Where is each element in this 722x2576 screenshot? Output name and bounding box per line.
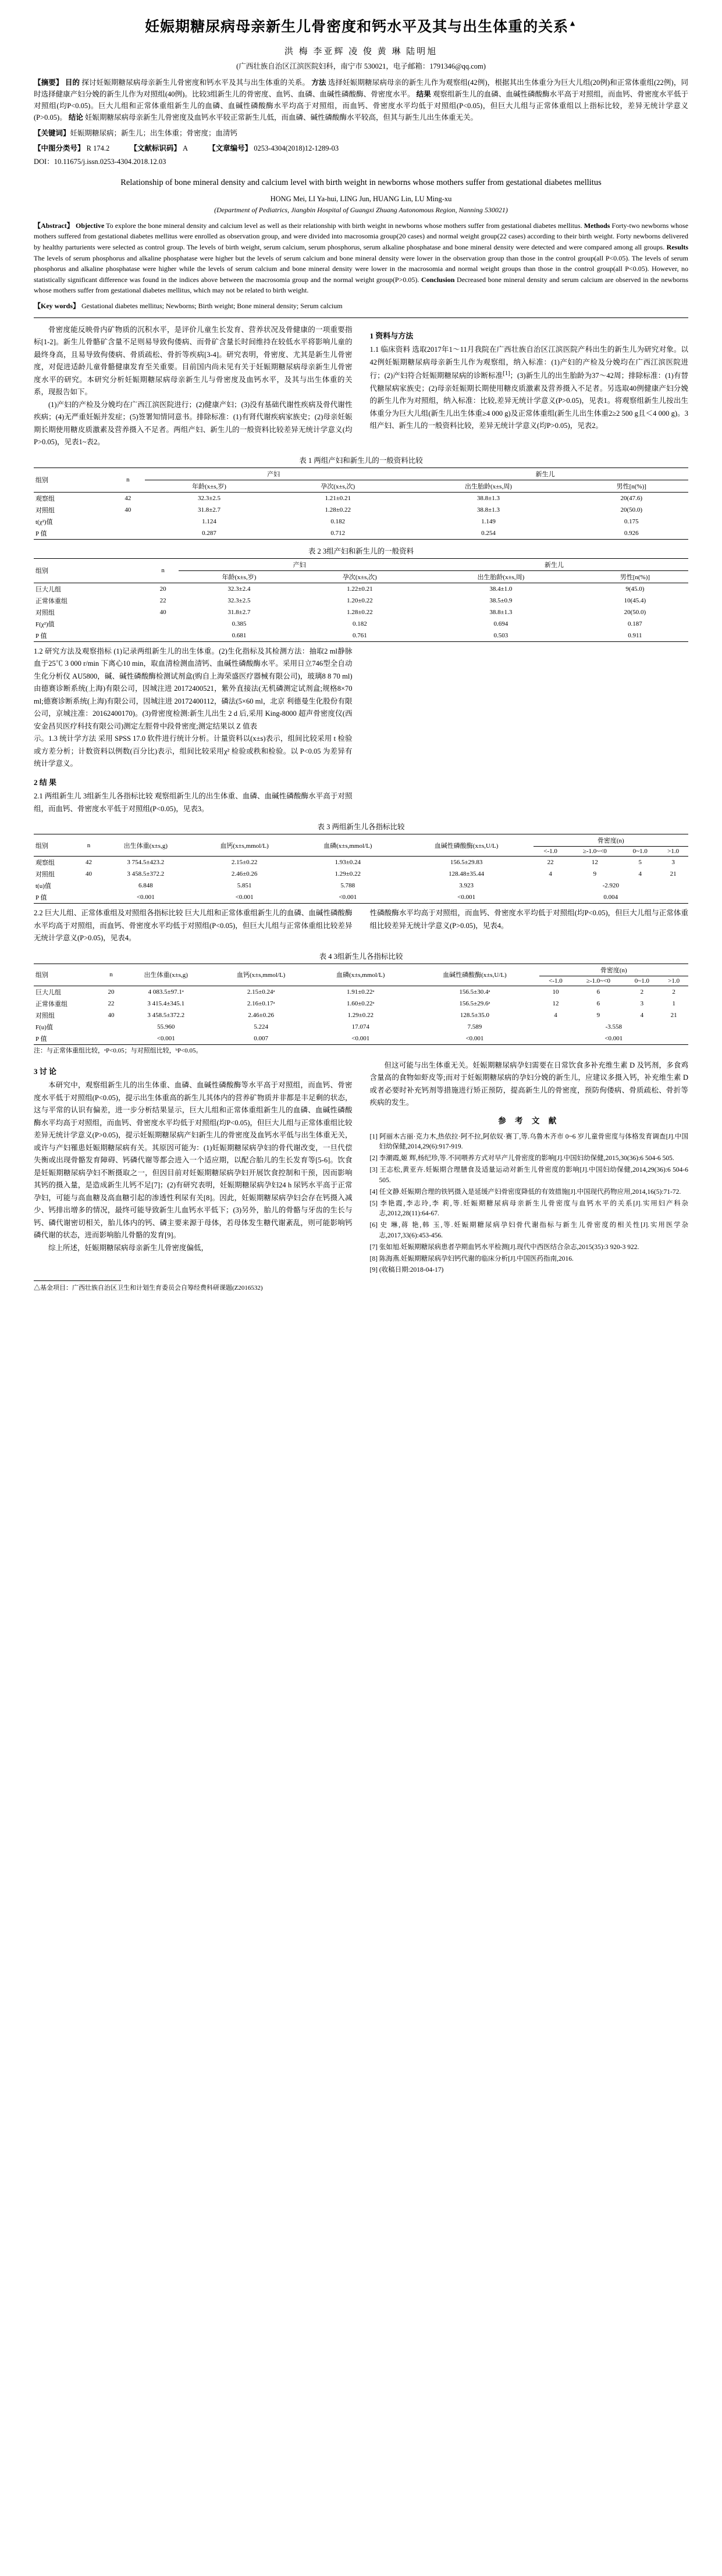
divider bbox=[34, 317, 688, 318]
footnote-rule bbox=[34, 1280, 121, 1281]
en-results-label: Results bbox=[666, 242, 688, 251]
t3-r0-c3: 2.15±0.22 bbox=[193, 857, 296, 869]
t1-col-group: 组别 bbox=[34, 468, 111, 492]
t4-bmd-s3: 0~1.0 bbox=[625, 976, 660, 986]
abstract-en bbox=[34, 220, 688, 296]
en-conclusion-text: Decreased bone mineral density and serum calcium are observed in the newborns whose mothers suffer from gestational diabetes mellitus, which may not be related to birth weight. bbox=[34, 275, 689, 295]
table-row bbox=[34, 492, 688, 504]
footnote bbox=[34, 1280, 688, 1293]
t4-s1-c3: 0.007 bbox=[211, 1033, 311, 1045]
t4-r2-c6: 4 bbox=[554, 1011, 557, 1019]
objective-text: 探讨妊娠期糖尿病母亲新生儿骨密度和钙水平及其与出生体重的关系。 bbox=[81, 78, 310, 87]
en-methods-label: Methods bbox=[584, 221, 610, 230]
t4-col-n: n bbox=[102, 964, 121, 986]
t4-col-bmd: 骨密度(n) bbox=[539, 964, 688, 976]
t4-r0-c3: 2.15±0.24ᵃ bbox=[211, 986, 311, 998]
articleid-value: 0253-4304(2018)12-1289-03 bbox=[254, 144, 339, 152]
column-left-4 bbox=[34, 1059, 353, 1277]
table4 bbox=[34, 964, 688, 1045]
clc-label: 【中图分类号】 bbox=[34, 144, 85, 152]
t4-col-p: 血磷(x±s,mmol/L) bbox=[311, 964, 410, 986]
table-row bbox=[34, 868, 688, 880]
t2-r4-c4: 0.503 bbox=[420, 630, 582, 642]
t2-group-mother: 产妇 bbox=[179, 558, 420, 570]
classification-line bbox=[34, 142, 688, 155]
table-row bbox=[34, 857, 688, 869]
t4-r0-c8: 2 bbox=[625, 986, 660, 998]
table4-wrap bbox=[34, 951, 688, 1056]
t2-r3-c0: F(χ²)值 bbox=[35, 620, 55, 628]
t2-r3-c5: 0.187 bbox=[628, 620, 642, 627]
t3-r1-c1: 40 bbox=[85, 870, 92, 878]
t4-r0-c5: 156.5±30.4ᵃ bbox=[410, 986, 539, 998]
articleid-label: 【文章编号】 bbox=[208, 144, 252, 152]
body-columns-2 bbox=[34, 645, 688, 815]
table2 bbox=[34, 558, 688, 642]
t4-s1-c4: <0.001 bbox=[311, 1033, 410, 1045]
t4-col-weight: 出生体重(x±s,g) bbox=[120, 964, 211, 986]
t3-r0-c4: 1.93±0.24 bbox=[296, 857, 400, 869]
t4-s0-c6: -3.558 bbox=[605, 1023, 623, 1030]
t4-r2-c1: 40 bbox=[108, 1011, 115, 1019]
t1-col-male: 男性[n(%)] bbox=[575, 480, 688, 492]
t4-r0-c7: 6 bbox=[572, 986, 624, 998]
t2-r1-c3: 1.20±0.22 bbox=[347, 597, 373, 604]
t3-s0-c4: 5.788 bbox=[340, 882, 355, 890]
table3 bbox=[34, 834, 688, 904]
t3-s1-c6: 0.004 bbox=[534, 891, 688, 904]
t3-r1-c3: 2.46±0.26 bbox=[231, 870, 258, 878]
t2-r4-c0: P 值 bbox=[34, 630, 147, 642]
t3-r1-c6: 4 bbox=[549, 870, 552, 878]
t2-col-group: 组别 bbox=[34, 558, 147, 583]
t3-r1-c2: 3 458.5±372.2 bbox=[127, 870, 165, 878]
sec22-number: 2.2 bbox=[34, 909, 43, 918]
t1-r1-c5: 20(50.0) bbox=[620, 506, 643, 513]
t4-r0-c9: 2 bbox=[659, 986, 688, 998]
t1-col-gravidity: 孕次(x±s,次) bbox=[273, 480, 402, 492]
references-title: 参 考 文 献 bbox=[498, 1116, 560, 1125]
articleid bbox=[208, 144, 348, 152]
paragraph-stat: 示。1.3 统计学方法 采用 SPSS 17.0 软件进行统计分析。计量资料以(x±s)表示，组间比较采用 t 检验或方差分析；计数资料以例数(百分比)表示，组间比较采用χ² 检验或秩和检验。以 P<0.05 为差异有统计学意义。 bbox=[34, 734, 353, 768]
body-columns-4 bbox=[34, 1059, 688, 1277]
objective-label: 目的 bbox=[65, 78, 80, 87]
table4-title: 表 4 3组新生儿各指标比较 bbox=[319, 952, 403, 961]
section-heading-results: 2 结 果 bbox=[34, 777, 57, 787]
table1-title: 表 1 两组产妇和新生儿的一般资料比较 bbox=[299, 456, 423, 465]
paragraph-methods bbox=[34, 645, 353, 733]
t1-r1-c1: 40 bbox=[125, 506, 131, 513]
t1-r2-c5: 0.175 bbox=[624, 518, 639, 525]
t2-r4-c2: 0.681 bbox=[179, 630, 299, 642]
table2-wrap bbox=[34, 545, 688, 642]
t4-r2-c7: 9 bbox=[596, 1011, 600, 1019]
reference-item: [6] 史 琳,蒋 艳,韩 玉,等.妊娠期糖尿病孕妇骨代谢指标与新生儿骨密度的相关性[J].实用医学杂志,2017,33(6):453-456. bbox=[369, 1222, 688, 1239]
results-text: 观察组新生儿的血磷、血碱性磷酸酶水平高于对照组，而血钙、骨密度水平低于对照组(均P<0.05)。巨大儿组和正常体重组新生儿的血磷、血碱性磷酸酶水平均高于对照组，而血钙、骨密度水平均低于对照组(P<0.05)，但巨大儿组与正常体重组以上指标比较，差异无统计学意义(P>0.05)。 bbox=[34, 90, 688, 122]
en-kw-text: Gestational diabetes mellitus; Newborns; Birth weight; Bone mineral density; Serum calcium bbox=[81, 301, 343, 310]
t3-s0-c1 bbox=[79, 880, 99, 891]
t1-r0-c0: 观察组 bbox=[34, 492, 111, 504]
column-right-2 bbox=[370, 645, 689, 815]
t3-s1-c2: <0.001 bbox=[98, 891, 193, 904]
t4-r1-c0: 正常体重组 bbox=[35, 1000, 67, 1008]
paragraph-conclusion: 综上所述，妊娠期糖尿病母亲新生儿骨密度偏低， bbox=[48, 1243, 209, 1252]
t3-bmd-s1: <-1.0 bbox=[534, 847, 568, 857]
t1-col-age: 年龄(x±s,岁) bbox=[145, 480, 273, 492]
body-columns-1 bbox=[34, 324, 688, 449]
doccode-label: 【文献标识码】 bbox=[130, 144, 181, 152]
en-conclusion-label: Conclusion bbox=[421, 275, 455, 284]
table-row bbox=[34, 891, 688, 904]
t3-s0-c5: 3.923 bbox=[459, 882, 474, 890]
t2-r4-c1 bbox=[147, 630, 179, 642]
doccode-value: A bbox=[183, 144, 188, 152]
page-title bbox=[34, 17, 688, 37]
t2-col-n: n bbox=[147, 558, 179, 583]
table-row bbox=[34, 583, 688, 595]
english-authors: HONG Mei, LI Ya-hui, LING Jun, HUANG Lin, LU Ming-xu bbox=[270, 194, 452, 203]
column-left-3 bbox=[34, 907, 353, 945]
t3-s0-c6: -2.920 bbox=[602, 882, 620, 890]
t2-r0-c3: 1.22±0.21 bbox=[300, 583, 420, 595]
methods-label: 方法 bbox=[311, 78, 326, 87]
t4-r0-c1: 20 bbox=[102, 986, 121, 998]
t2-r4-c3: 0.761 bbox=[300, 630, 420, 642]
t3-r1-c4: 1.29±0.22 bbox=[335, 870, 361, 878]
table-row bbox=[34, 1021, 688, 1033]
t4-s0-c1 bbox=[102, 1021, 121, 1033]
en-kw-label: 【Key words】 bbox=[34, 301, 80, 310]
title-text: 妊娠期糖尿病母亲新生儿骨密度和钙水平及其与出生体重的关系 bbox=[145, 19, 569, 35]
english-title: Relationship of bone mineral density and calcium level with birth weight in newborns whose mothers suffer from gestational diabetes mellitus bbox=[120, 177, 602, 187]
reference-item: [2] 李潮霞,姬 辉,杨纪珍,等.不同喂养方式对早产儿骨密度的影响[J].中国妇幼保健,2015,30(36):6 504-6 505. bbox=[369, 1155, 674, 1162]
t3-s1-c5: <0.001 bbox=[400, 891, 534, 904]
t2-col-gravidity: 孕次(x±s,次) bbox=[300, 570, 420, 583]
t1-r0-c2: 32.3±2.5 bbox=[145, 492, 273, 504]
t4-s1-c1 bbox=[102, 1033, 121, 1045]
t4-s0-c4: 17.074 bbox=[351, 1023, 369, 1030]
t3-col-bmd: 骨密度(n) bbox=[534, 834, 688, 847]
english-affiliation: (Department of Pediatrics, Jiangbin Hospital of Guangxi Zhuang Autonomous Region, Nanning 530021) bbox=[214, 205, 508, 214]
table4-note: 注：与正常体重组比较，ᵃP<0.05；与对照组比较，ᵇP<0.05。 bbox=[34, 1047, 202, 1054]
t1-r1-c3: 1.28±0.22 bbox=[325, 506, 351, 513]
t3-s1-c3: <0.001 bbox=[193, 891, 296, 904]
t3-col-alp: 血碱性磷酸酶(x±s,U/L) bbox=[400, 834, 534, 857]
t4-s0-c3: 5.224 bbox=[254, 1023, 269, 1030]
t2-col-gestage: 出生胎龄(x±s,周) bbox=[420, 570, 582, 583]
t4-bmd-s1: <-1.0 bbox=[539, 976, 572, 986]
body-columns-3 bbox=[34, 907, 688, 945]
t3-col-ca: 血钙(x±s,mmol/L) bbox=[193, 834, 296, 857]
column-right bbox=[370, 324, 689, 449]
t3-bmd-s4: >1.0 bbox=[658, 847, 688, 857]
t3-col-p: 血磷(x±s,mmol/L) bbox=[296, 834, 400, 857]
title-mark: ▲ bbox=[568, 18, 577, 28]
table2-title: 表 2 3组产妇和新生儿的一般资料 bbox=[308, 547, 414, 555]
t4-bmd-s4: >1.0 bbox=[659, 976, 688, 986]
t2-r1-c5: 10(45.4) bbox=[624, 597, 646, 604]
paragraph-result22 bbox=[34, 907, 353, 945]
t1-r2-c0: t(χ²)值 bbox=[35, 518, 53, 526]
paragraph-discussion: 本研究中，观察组新生儿的出生体重、血磷、血碱性磷酸酶等水平高于对照组，而血钙、骨密度水平低于对照组(P<0.05)，提示出生体重高的新生儿其体内的营养矿物质并非都是丰足剩的状态，这与平常的认识有偏差，进一步分析结果显示，巨大儿组和正常体重组新生儿的血磷、血碱性磷酸酶水平均高于对照组，而血钙、骨密度水平均低于对照组(均P<0.05)，但巨大儿组与正常体重组比较差异无统计学意义(P>0.05)，提示妊娠期糖尿病产妇新生儿的骨密度及血钙水平低与出生体重无关，或许与产妇罹患妊娠期糖尿病有关。其原因可能为：(1)妊娠期糖尿病孕妇的骨代谢改变，一旦代偿失衡或出现骨骼发育障碍、钙磷代谢等都会进入一个适应期，以配合胎儿的生长发育等[5-6]。饮食是妊娠期糖尿病孕妇不断摄取之一，但因目前对妊娠期糖尿病孕妇开展饮食控制和干预，因而影响其钙的摄入量，是造成新生儿钙不足[7]；(2)有研究表明，妊娠期糖尿病孕妇24 h 尿钙水平高于正常孕妇，可能与高血糖及高血糖引起的渗透性利尿有关[8]。因此，妊娠期糖尿病孕妇会存在钙摄入减少、钙排出增多的情况，最终可能导致新生儿血钙水平低下；(3)另外，胎儿的骨骼与牙齿的生长与钙、磷代谢密切相关，胎儿体内的钙、磷主要来源于母体，若母体发生糖代谢紊乱，则可能影响钙磷代谢的状态，进而影响胎儿骨骼的发育[9]。 bbox=[34, 1081, 353, 1240]
t4-r2-c5: 128.5±35.0 bbox=[460, 1011, 489, 1019]
table-row bbox=[34, 998, 688, 1009]
clc-value: R 174.2 bbox=[86, 144, 110, 152]
t1-r0-c1: 42 bbox=[111, 492, 145, 504]
conclusion-text: 妊娠期糖尿病母亲新生儿骨密度及血钙水平较正常新生儿低，而血磷、碱性磷酸酶水平较高，但其与新生儿出生体重无关。 bbox=[84, 113, 478, 122]
t3-r0-c0: 观察组 bbox=[34, 857, 79, 869]
t2-r2-c5: 20(50.0) bbox=[624, 608, 646, 616]
t3-s0-c3: 5.851 bbox=[237, 882, 252, 890]
table-row bbox=[34, 618, 688, 630]
t2-r1-c4: 38.5±0.9 bbox=[489, 597, 513, 604]
t3-s1-c0: P 值 bbox=[34, 891, 79, 904]
paragraph-result21: 2.1 两组新生儿 3组新生儿各指标比较 观察组新生儿的出生体重、血磷、血碱性磷酸酶水平高于对照组，而血钙、骨密度水平低于对照组(P<0.05)，见表3。 bbox=[34, 792, 353, 813]
sec22-text: 巨大儿组、正常体重组及对照组各指标比较 巨大儿组和正常体重组新生儿的血磷、血碱性磷酸酶水平均高于对照组，而血钙、骨密度水平均低于对照组(P<0.05)，但巨大儿组与正常体重组比较差异无统计学意义(P>0.05)，见表4。 bbox=[34, 909, 353, 943]
t4-s1-c5: <0.001 bbox=[410, 1033, 539, 1045]
t1-r3-c2: 0.287 bbox=[145, 527, 273, 540]
sec12-text: 研究方法及观察指标 (1)记录两组新生儿的出生体重。(2)生化指标及其检测方法：抽取2 ml静脉血于25℃ 3 000 r/min 下离心10 min，取血清检测血清钙、血碱性磷酸酶水平。采用日立746型全自动生化分析仪 AU5800，碱、碱性磷酸酶检测试剂盒(购自上海荣盛医疗器械有限公司)，玻璃8 8 70 ml)由德赛诊断系统(上海)有限公司，因城注进 20172400521，紫外直接法(无机磷测定试剂盒;规格8×70 ml;德赛诊断系统(上海)有限公司，因城注进 20172400112，磷法(5×60 ml，北京 利德曼生化股份有限公司，京城注准：20162400170)。(3)骨密度检测:新生儿出生 2 d 后,采用 King-8000 超声骨密度仪(西安金昌贝医疗科技有限公司)测定左脛骨中段骨密度;测定结果以 Z 值表 bbox=[34, 647, 353, 730]
t1-r2-c1 bbox=[111, 516, 145, 527]
t2-r0-c1: 20 bbox=[147, 583, 179, 595]
t3-col-weight: 出生体重(x±s,g) bbox=[98, 834, 193, 857]
reference-item: [1] 阿丽木古丽·克力木,热依拉·阿不拉,阿依奴·赛丁,等.乌鲁木齐市 0~6 岁儿童骨密度与体格发育调查[J].中国妇幼保健,2014,29(6):917-919. bbox=[369, 1133, 688, 1151]
t1-group-newborn: 新生儿 bbox=[402, 468, 688, 480]
t4-r1-c1: 22 bbox=[108, 1000, 115, 1007]
table-row bbox=[34, 606, 688, 618]
t1-group-mother: 产妇 bbox=[145, 468, 402, 480]
en-objective-text: To explore the bone mineral density and calcium level as well as their relationship with birth weight in newborns whose mothers suffer from gestational diabetes mellitus. bbox=[106, 221, 582, 230]
t2-r1-c1: 22 bbox=[159, 597, 166, 604]
table-row bbox=[34, 504, 688, 516]
t1-r3-c3: 0.712 bbox=[273, 527, 402, 540]
t1-r2-c4: 1.149 bbox=[481, 518, 496, 525]
table1 bbox=[34, 468, 688, 540]
t3-col-n: n bbox=[79, 834, 99, 857]
reference-item: [9] (收稿日期:2018-04-17) bbox=[369, 1266, 444, 1274]
table-row bbox=[34, 516, 688, 527]
t4-r0-c0: 巨大儿组 bbox=[34, 986, 102, 998]
t3-bmd-s2: ≥-1.0~<0 bbox=[568, 847, 623, 857]
table1-wrap bbox=[34, 455, 688, 540]
paragraph-intro: 骨密度能反映骨内矿物质的沉积水平，是评价儿童生长发育、营养状况及骨健康的一项重要指标[1-2]。新生儿骨骼矿含量不足则易导致佝偻病、而骨矿含量长时间维持在较低水平将影响儿童的最终身高，且易导致佝偻病、骨质疏松、骨折等疾病[3-4]。研究表明，骨密度、尤其是新生儿骨密度，对促进适龄儿童骨骼健康发育至关重要。目前国内尚未见有关于妊娠期糖尿病母亲新生儿骨密度水平的研究。本研究分析妊娠期糖尿病母亲新生儿与骨密度及血钙水平，及其与出生体重的关系，现报告如下。 bbox=[34, 325, 353, 397]
t4-r0-c6: 10 bbox=[539, 986, 572, 998]
footnote-text: △基金项目：广西壮族自治区卫生和计划生育委员会自筹经费科研课题(Z2016532) bbox=[34, 1285, 263, 1292]
doi: DOI：10.11675/j.issn.0253-4304.2018.12.03 bbox=[34, 157, 166, 166]
clc bbox=[34, 144, 119, 152]
t3-r1-c8: 4 bbox=[638, 870, 642, 878]
paragraph-discussion-cont: 但这可能与出生体重无关。妊娠期糖尿病孕妇需要在日常饮食多补充维生素 D 及钙剂，多食鸡含量高的食物如虾皮等;而对于妊娠期糖尿病的孕妇分娩的新生儿，应建议多摄入钙，补充维生素 D 或者必要时补充钙剂等措施进行矫正预防，提高新生儿的骨密度，预防佝偻病、骨质疏松、骨折等疾病的发生。 bbox=[369, 1061, 688, 1107]
t2-r0-c4: 38.4±1.0 bbox=[420, 583, 582, 595]
t3-bmd-s3: 0~1.0 bbox=[622, 847, 658, 857]
t2-r3-c2: 0.385 bbox=[232, 620, 247, 627]
t4-r1-c4: 1.60±0.22ᵃ bbox=[346, 1000, 375, 1007]
t3-r0-c1: 42 bbox=[79, 857, 99, 869]
t2-r3-c3: 0.182 bbox=[352, 620, 367, 627]
column-left bbox=[34, 324, 353, 449]
t3-r0-c7: 12 bbox=[568, 857, 623, 869]
t3-r1-c0: 对照组 bbox=[35, 871, 55, 879]
t4-bmd-s2: ≥-1.0~<0 bbox=[572, 976, 624, 986]
reference-item: [7] 张如旭.妊娠期糖尿病患者孕期血钙水平检测[J].现代中西医结合杂志,2015(35):3 920-3 922. bbox=[369, 1243, 639, 1251]
keywords-en bbox=[34, 301, 688, 311]
t1-r1-c2: 31.8±2.7 bbox=[197, 506, 220, 513]
t2-r2-c1: 40 bbox=[159, 608, 166, 616]
t4-col-ca: 血钙(x±s,mmol/L) bbox=[211, 964, 311, 986]
table-row bbox=[34, 880, 688, 891]
reference-item: [4] 任文静.妊娠期合理的铁钙摄入是延缓产妇骨密度降低的有效措施[J].中国现代药物应用,2014,16(5):71-72. bbox=[369, 1188, 681, 1196]
t1-r3-c4: 0.254 bbox=[402, 527, 574, 540]
abstract-cn bbox=[34, 77, 688, 124]
paragraph-result22b: 性磷酸酶水平均高于对照组，而血钙、骨密度水平均低于对照组(均P<0.05)，但巨大儿组与正常体重组比较差异无统计学意义(P>0.05)，见表4。 bbox=[369, 909, 688, 930]
keywords-text: 妊娠期糖尿病；新生儿；出生体重；骨密度；血清钙 bbox=[70, 129, 238, 137]
table-row bbox=[34, 630, 688, 642]
t4-s0-c5: 7.589 bbox=[467, 1023, 482, 1030]
sec12-number: 1.2 bbox=[34, 647, 43, 655]
t4-r1-c7: 6 bbox=[596, 1000, 600, 1007]
t3-r0-c6: 22 bbox=[534, 857, 568, 869]
column-left-2 bbox=[34, 645, 353, 815]
table-row bbox=[34, 595, 688, 606]
paragraph-result-placeholder bbox=[370, 645, 689, 658]
t4-r1-c8: 3 bbox=[640, 1000, 644, 1007]
t3-r1-c7: 9 bbox=[593, 870, 597, 878]
t1-r2-c2: 1.124 bbox=[202, 518, 216, 525]
t4-s0-c0: F(u)值 bbox=[35, 1023, 53, 1031]
section-heading-materials: 1 资料与方法 bbox=[369, 331, 414, 340]
table3-wrap bbox=[34, 821, 688, 904]
table3-title: 表 3 两组新生儿各指标比较 bbox=[317, 823, 405, 832]
t4-r1-c6: 12 bbox=[552, 1000, 559, 1007]
table-row bbox=[34, 1009, 688, 1021]
t2-r0-c5: 9(45.0) bbox=[582, 583, 688, 595]
t3-s0-c2: 6.848 bbox=[138, 882, 153, 890]
t4-s1-c2: <0.001 bbox=[120, 1033, 211, 1045]
t2-r0-c0: 巨大儿组 bbox=[34, 583, 147, 595]
t4-r2-c3: 2.46±0.26 bbox=[248, 1011, 274, 1019]
table-row bbox=[34, 527, 688, 540]
t3-r1-c5: 128.48±35.44 bbox=[449, 870, 485, 878]
t3-col-group: 组别 bbox=[34, 834, 79, 857]
t1-r1-c0: 对照组 bbox=[35, 506, 55, 514]
t3-r1-c9: 21 bbox=[670, 870, 677, 878]
t1-r2-c3: 0.182 bbox=[330, 518, 346, 525]
t1-col-n: n bbox=[111, 468, 145, 492]
t1-r0-c5: 20(47.6) bbox=[575, 492, 688, 504]
t2-r3-c1 bbox=[147, 618, 179, 630]
t1-r3-c5: 0.926 bbox=[575, 527, 688, 540]
results-label: 结果 bbox=[416, 90, 431, 98]
t4-s0-c2: 55.960 bbox=[157, 1023, 175, 1030]
t3-s1-c1 bbox=[79, 891, 99, 904]
t4-r2-c4: 1.29±0.22 bbox=[347, 1011, 374, 1019]
t3-r0-c8: 5 bbox=[622, 857, 658, 869]
t4-r1-c5: 156.5±29.6ᵃ bbox=[459, 1000, 490, 1007]
t2-group-newborn: 新生儿 bbox=[420, 558, 688, 570]
t4-col-group: 组别 bbox=[34, 964, 102, 986]
t2-r2-c4: 38.8±1.3 bbox=[489, 608, 513, 616]
table-row bbox=[34, 1033, 688, 1045]
paragraph-subjects: 1.1 临床资料 选取2017年1～11月我院在广西壮族自治区江滨医院产科出生的新生儿为研究对象。以42例妊娠期糖尿病母亲新生儿作为观察组，纳入标准：(1)产妇的产检及分娩均在广西江滨医院进行；(2)产妇符合妊娠期糖尿病的诊断标准[1]；(3)新生儿的出生胎龄为37～42周；排除标准：(1)有替代糖尿病家族史；(2)母亲妊娠期长期使用糖皮质激素及营养摄入不足者。另选取40例健康产妇分娩的新生儿作为对照组，纳入标准：比较,差异无统计学意义(P>0.05)，见表1。将观察组新生儿按出生体重分为巨大儿组(新生儿出生体重≥4 000 g)及正常体重组(新生儿出生体重2≥2 500 g且＜4 000 g)。3组产妇、新生儿的一般资料比较，差异无统计学意义(均P>0.05)，见表2。 bbox=[369, 345, 688, 430]
t2-r2-c0: 对照组 bbox=[35, 609, 55, 616]
authors: 洪 梅 李亚辉 凌 俊 黄 琳 陆明旭 bbox=[284, 47, 438, 56]
en-methods-text: Forty-two newborns whose mothers suffered from gestational diabetes mellitus were enrolled as observation group, and were divided into macrosomia group(20 cases) and normal weight group(22 cases) according to their birth weight. Forty newborns delivered by healthy parturients were selected as control group. The levels of birth weight, serum calcium, serum phosphorus, serum alkaline phosphatase and bone mineral density were detected and were compared among all groups. bbox=[34, 221, 689, 251]
t4-r1-c3: 2.16±0.17ᵃ bbox=[247, 1000, 275, 1007]
reference-item: [5] 李艳霞,李志玲,李 莉,等.妊娠期糖尿病母亲新生儿骨密度与血钙水平的关系[J].实用妇产科杂志,2012,28(11):64-67. bbox=[369, 1200, 688, 1218]
t4-r0-c4: 1.91±0.22ᵃ bbox=[311, 986, 410, 998]
t2-r4-c5: 0.911 bbox=[582, 630, 688, 642]
reference-item: [3] 王志松,黄亚卉.妊娠期合理膳食及适量运动对新生儿骨密度的影响[J].中国妇幼保健,2014,29(36):6 504-6 505. bbox=[369, 1166, 688, 1184]
t2-r2-c2: 31.8±2.7 bbox=[227, 608, 251, 616]
t1-r3-c1 bbox=[111, 527, 145, 540]
t3-r0-c9: 3 bbox=[658, 857, 688, 869]
t2-col-age: 年龄(x±s,岁) bbox=[179, 570, 299, 583]
t1-r3-c0: P 值 bbox=[34, 527, 111, 540]
paragraph-inclusion: (1)产妇的产检及分娩均在广西江滨医院进行；(2)健康产妇；(3)没有基础代谢性疾病及骨代谢性疾病；(4)无严重妊娠并发症；(5)签署知情同意书。排除标准：(1)有肾代谢疾病家族史；(2)母亲妊娠期长期使用糖皮质激素及营养摄入不足者。两组产妇、新生儿的一般资料比较差异无统计学意义(均P>0.05)，见表1~表2。 bbox=[34, 400, 353, 447]
doccode bbox=[130, 144, 197, 152]
keywords-label: 【关键词】 bbox=[34, 129, 70, 137]
references bbox=[370, 1115, 689, 1276]
affiliation: (广西壮族自治区江滨医院妇科，南宁市 530021，电子邮箱：1791346@qq.com) bbox=[236, 62, 486, 70]
column-right-4 bbox=[370, 1059, 689, 1277]
methods-text: 选择妊娠期糖尿病母亲的新生儿作为观察组(42例)，根据其出生体重分为巨大儿组(20例)和正常体重组(22例)，同时选择健康产妇分娩的新生儿作为对照组(40例)。比较3组新生儿的骨密度、血钙、血磷、血碱性磷酸酶、骨密度水平。 bbox=[34, 78, 688, 98]
t4-r2-c0: 对照组 bbox=[35, 1012, 55, 1019]
en-objective-label: Objective bbox=[75, 221, 105, 230]
t1-col-gestage: 出生胎龄(x±s,周) bbox=[402, 480, 574, 492]
reference-item: [8] 陈海燕.妊娠期糖尿病孕妇钙代谢的临床分析[J].中国医药指南,2016. bbox=[369, 1255, 574, 1262]
table-row bbox=[34, 986, 688, 998]
t3-r0-c5: 156.5±29.83 bbox=[400, 857, 534, 869]
t2-r1-c0: 正常体重组 bbox=[35, 597, 67, 605]
t1-r1-c4: 38.8±1.3 bbox=[476, 506, 500, 513]
t2-r1-c2: 32.3±2.5 bbox=[227, 597, 251, 604]
t2-r2-c3: 1.28±0.22 bbox=[347, 608, 373, 616]
t2-col-male: 男性[n(%)] bbox=[582, 570, 688, 583]
t2-r3-c4: 0.694 bbox=[493, 620, 508, 627]
t4-s1-c0: P 值 bbox=[34, 1033, 102, 1045]
t3-s0-c0: t(u)值 bbox=[35, 883, 51, 890]
abstract-label: 【摘要】 bbox=[34, 78, 63, 87]
t4-r0-c2: 4 083.5±97.1ᵃ bbox=[120, 986, 211, 998]
en-results-text: The levels of serum phosphorus and alkaline phosphatase were higher but the levels of serum calcium and bone mineral density were lower in the observation group than those in the control group(all P<0.05). The levels of serum phosphorus and alkaline phosphatase were higher while the levels of serum calcium and bone mineral density were lower in the macrosomia and normal weight groups than those in the control group(all P<0.05). However, no statistically significant difference was found in the indices above between the macrosomia group and the normal weight group(P>0.05). bbox=[34, 254, 688, 284]
t1-r0-c4: 38.8±1.3 bbox=[402, 492, 574, 504]
t4-r2-c8: 4 bbox=[640, 1011, 644, 1019]
t4-r2-c9: 21 bbox=[670, 1011, 677, 1019]
t4-r1-c9: 1 bbox=[672, 1000, 675, 1007]
column-right-3 bbox=[370, 907, 689, 945]
t3-r0-c2: 3 754.5±423.2 bbox=[98, 857, 193, 869]
t4-r2-c2: 3 458.5±372.2 bbox=[147, 1011, 185, 1019]
t4-r1-c2: 3 415.4±345.1 bbox=[147, 1000, 185, 1007]
t2-r0-c2: 32.3±2.4 bbox=[179, 583, 299, 595]
t3-s1-c4: <0.001 bbox=[296, 891, 400, 904]
t4-col-alp: 血碱性磷酸酶(x±s,U/L) bbox=[410, 964, 539, 986]
keywords-cn bbox=[34, 127, 688, 138]
t1-r0-c3: 1.21±0.21 bbox=[273, 492, 402, 504]
section-heading-discussion: 3 讨 论 bbox=[34, 1066, 57, 1076]
t4-s1-c6: <0.001 bbox=[539, 1033, 688, 1045]
en-abstract-label: 【Abstract】 bbox=[34, 221, 74, 230]
conclusion-label: 结论 bbox=[68, 113, 83, 122]
